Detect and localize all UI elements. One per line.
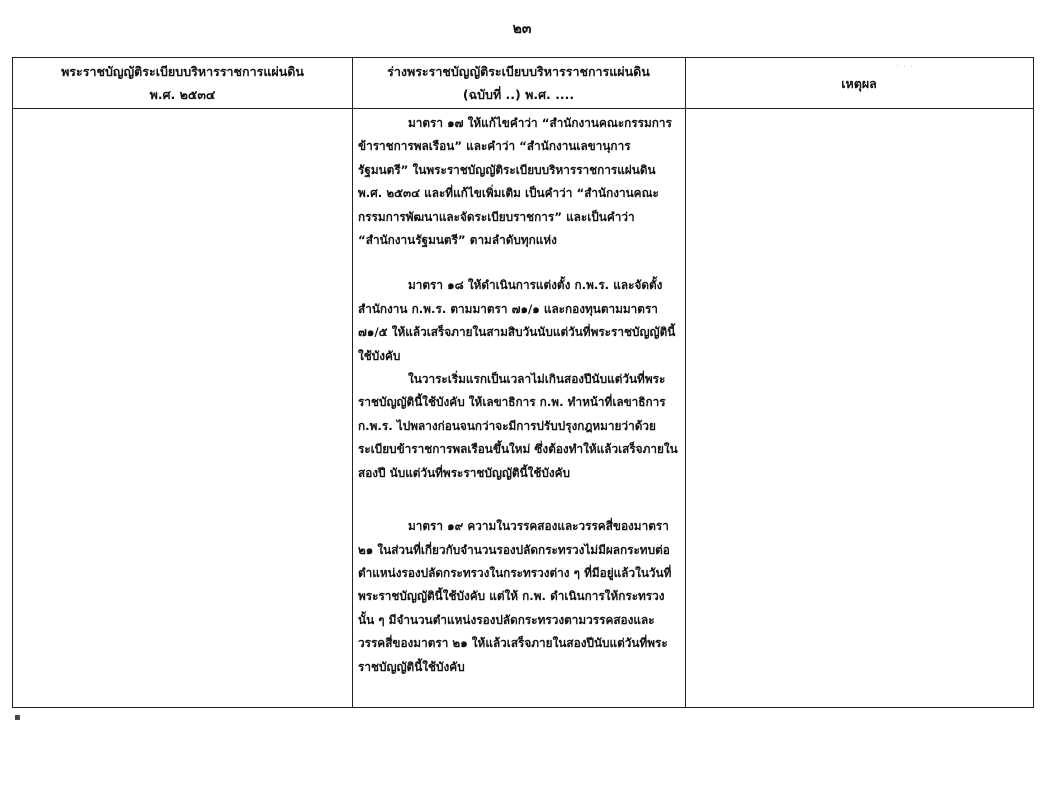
faint-stamp-mark: · · · [896,62,914,71]
draft-act-text [358,112,679,679]
column-current-act [13,58,353,707]
header-current-act [13,58,352,109]
section-18-transitional-paragraph: ในวาระเริ่มแรกเป็นเวลาไม่เกินสองปีนับแต่วันที่พระราชบัญญัตินี้ใช้บังคับ ให้เลขาธิการ ก.พ. ทำหน้าที่เลขาธิการ ก.พ.ร. ไปพลางก่อนจนกว่าจะมีการปรับปรุงกฎหมายว่าด้วยระเบียบข้าราชการพลเรือนขึ้นใหม่ ซึ่งต้องทำให้แล้วเสร็จภายในสองปี นับแต่วันที่พระราชบัญญัตินี้ใช้บังคับ [358,372,678,480]
column-reasons [685,58,1033,707]
section-19-paragraph: มาตรา ๑๙ ความในวรรคสองและวรรคสี่ของมาตรา ๒๑ ในส่วนที่เกี่ยวกับจำนวนรองปลัดกระทรวงไม่มีผลกระทบต่อตำแหน่งรองปลัดกระทรวงในกระทรวงต่าง ๆ ที่มีอยู่แล้วในวันที่พระราชบัญญัตินี้ใช้บังคับ แต่ให้ ก.พ. ดำเนินการให้กระทรวงนั้น ๆ มีจำนวนตำแหน่งรองปลัดกระทรวงตามวรรคสองและวรรคสี่ของมาตรา ๒๑ ให้แล้วเสร็จภายในสองปีนับแต่วันที่พระราชบัญญัตินี้ใช้บังคับ [358,519,672,674]
page-number: ๒๓ [512,21,532,37]
column-draft-act [352,58,686,707]
section-17-paragraph: มาตรา ๑๗ ให้แก้ไขคำว่า “สำนักงานคณะกรรมการข้าราชการพลเรือน” และคำว่า “สำนักงานเลขานุการรัฐมนตรี” ในพระราชบัญญัติระเบียบบริหารราชการแผ่นดิน พ.ศ. ๒๕๓๔ และที่แก้ไขเพิ่มเติม เป็นคำว่า “สำนักงานคณะกรรมการพัฒนาและจัดระเบียบราชการ” และเป็นคำว่า “สำนักงานรัฐมนตรี” ตามลำดับทุกแห่ง [358,116,672,248]
header-draft-act-line-2: (ฉบับที่ ..) พ.ศ. .... [462,87,575,102]
section-18-paragraph: มาตรา ๑๘ ให้ดำเนินการแต่งตั้ง ก.พ.ร. และจัดตั้งสำนักงาน ก.พ.ร. ตามมาตรา ๗๑/๑ และกองทุนตามมาตรา ๗๑/๕ ให้แล้วเสร็จภายในสามสิบวันนับแต่วันที่พระราชบัญญัตินี้ใช้บังคับ [358,278,676,363]
header-reasons-label: เหตุผล [841,75,877,91]
header-reasons [685,58,1033,109]
header-current-act-line-2: พ.ศ. ๒๕๓๔ [149,87,216,102]
corner-scan-mark: ▪ [14,712,21,723]
header-draft-act [352,58,685,109]
header-draft-act-line-1: ร่างพระราชบัญญัติระเบียบบริหารราชการแผ่นดิน [387,64,650,79]
header-current-act-line-1: พระราชบัญญัติระเบียบบริหารราชการแผ่นดิน [61,64,304,79]
comparison-table [12,57,1034,708]
